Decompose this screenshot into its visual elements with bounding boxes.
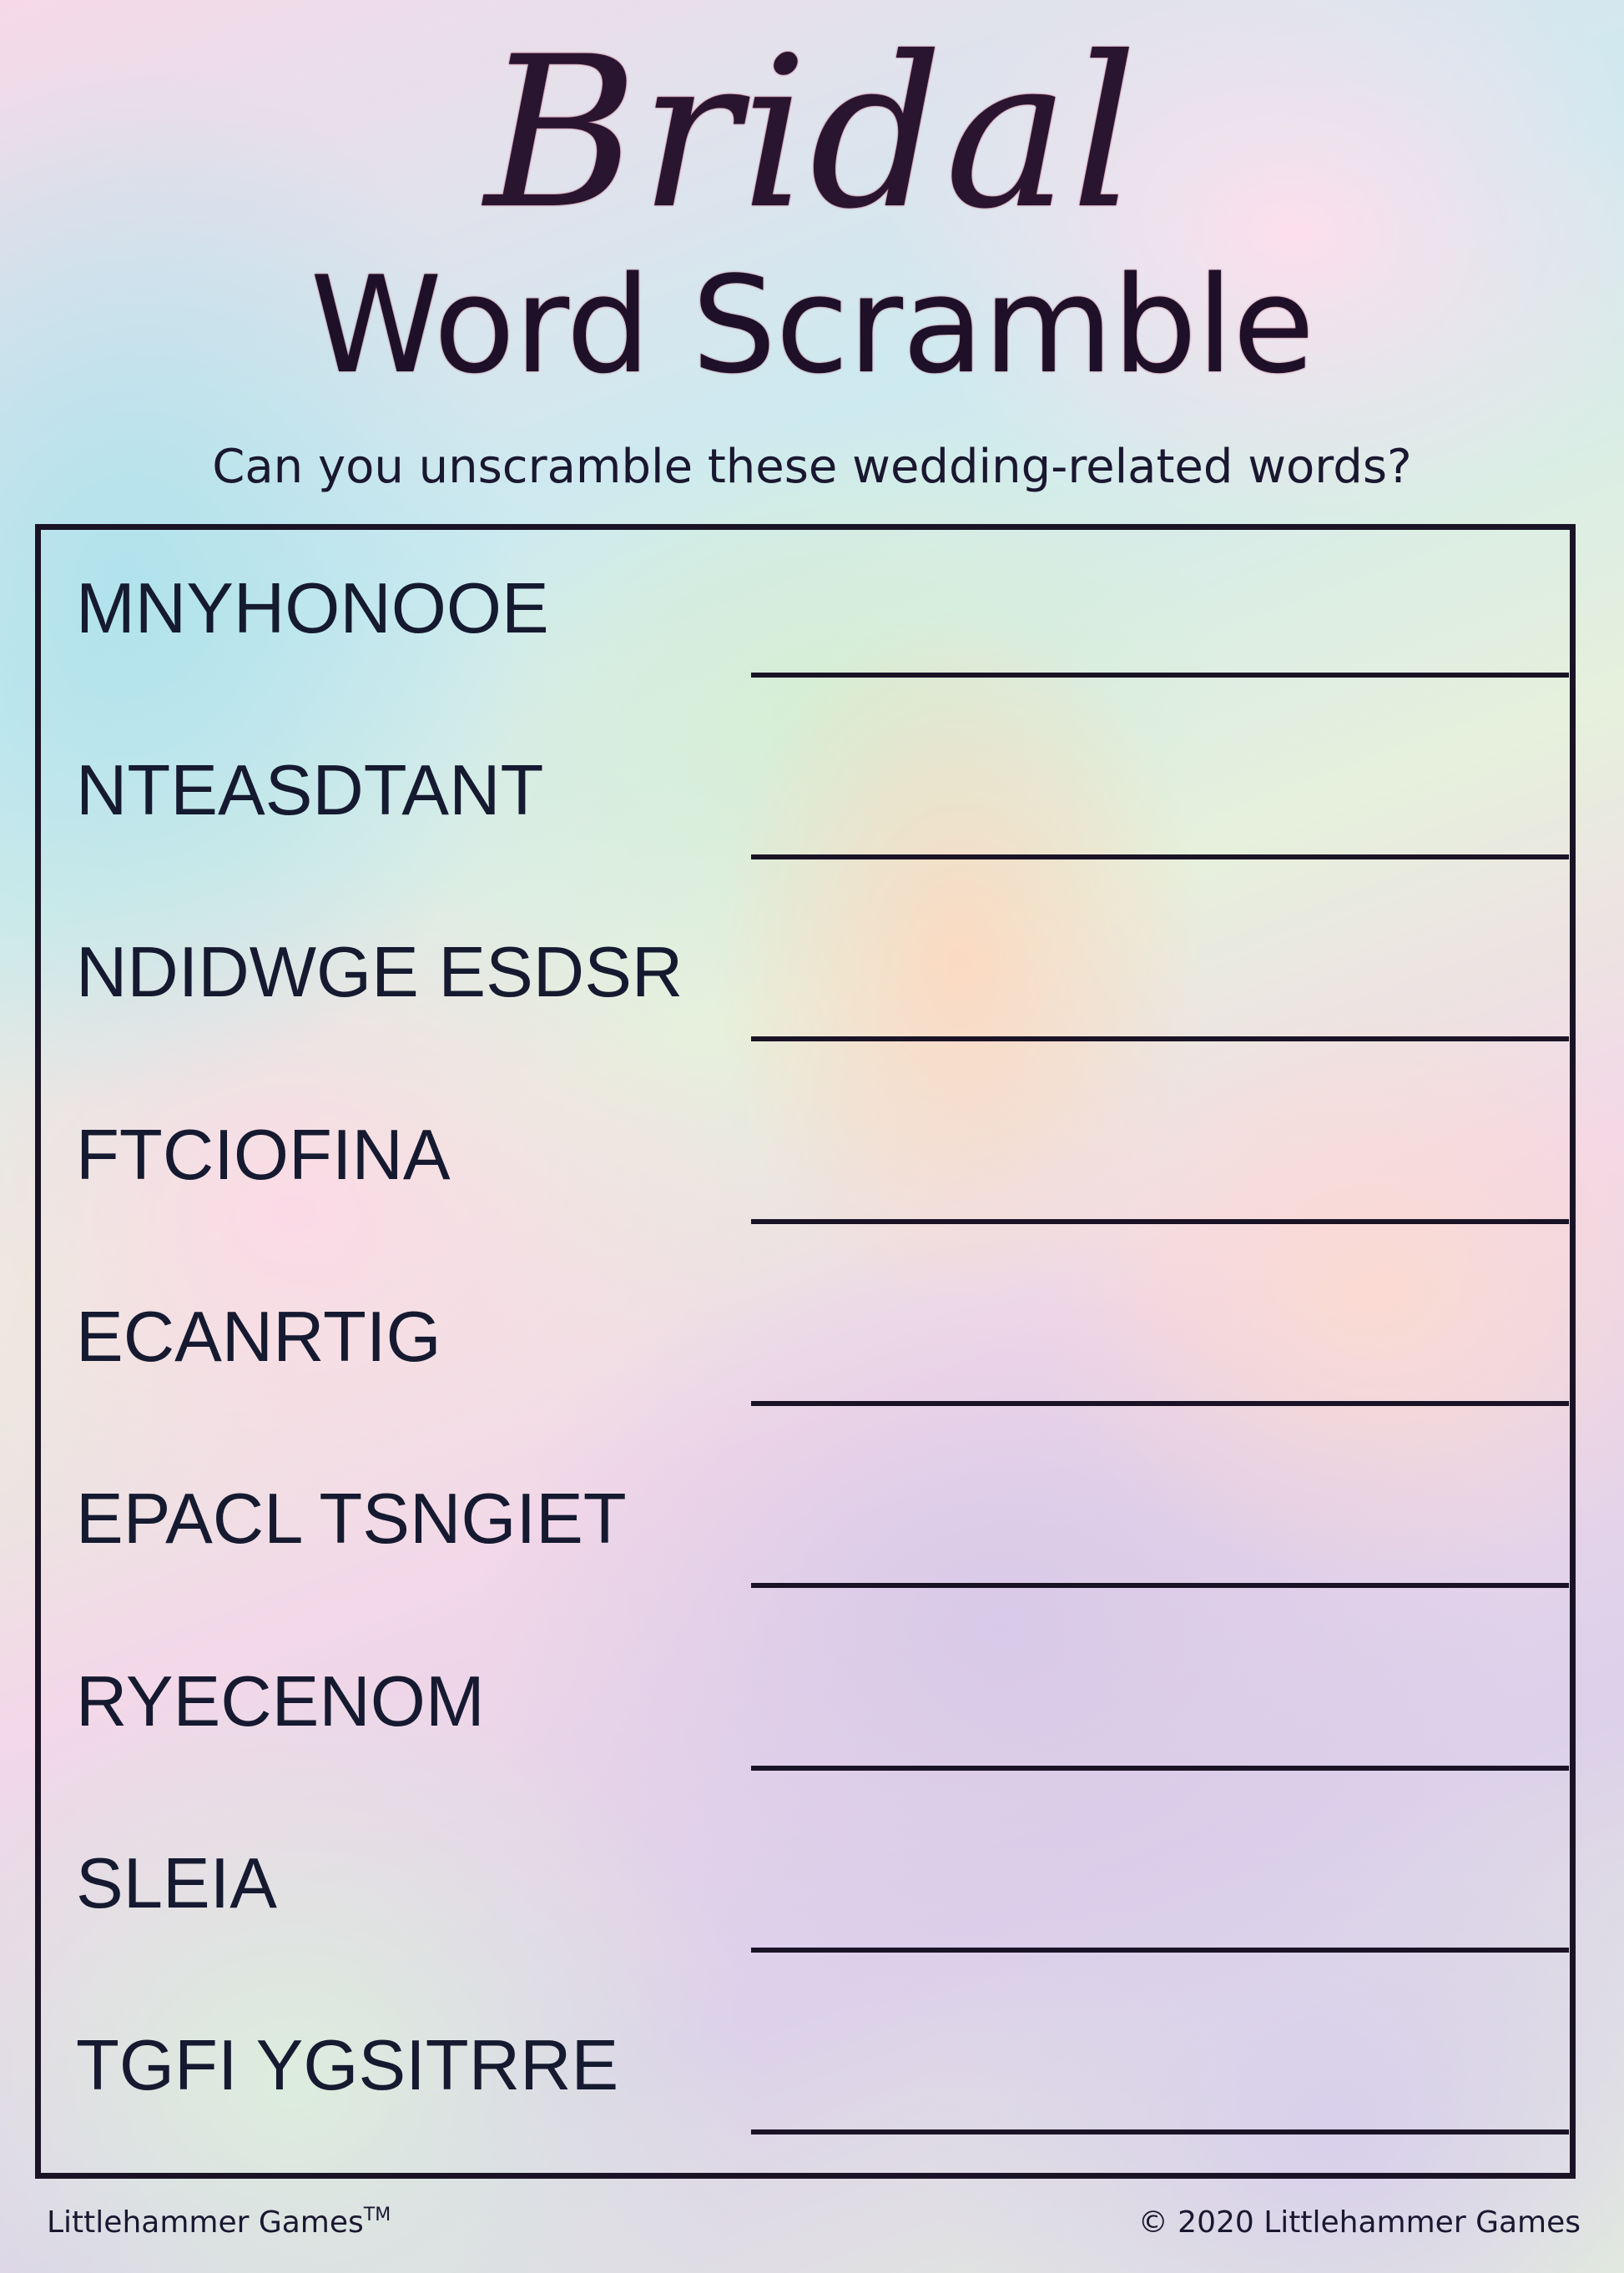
scrambled-word: SLEIA: [76, 1844, 277, 1923]
scramble-row-7: [41, 1623, 1570, 1748]
scramble-row-4: [41, 1076, 1570, 1202]
trademark-mark: TM: [363, 2205, 391, 2225]
answer-line[interactable]: [751, 854, 1569, 859]
scrambled-word: ECANRTIG: [76, 1298, 441, 1377]
answer-line[interactable]: [751, 1401, 1569, 1406]
word-scramble-box: [35, 524, 1576, 2179]
scrambled-word: NTEASDTANT: [76, 751, 544, 830]
title-script: Bridal: [484, 12, 1140, 255]
scrambled-word: MNYHONOOE: [76, 569, 549, 648]
scramble-row-6: [41, 1440, 1570, 1565]
scramble-row-8: [41, 1805, 1570, 1930]
page-title: Word Scramble: [310, 247, 1314, 403]
scrambled-word: EPACL TSNGIET: [76, 1479, 627, 1559]
footer-copyright: © 2020 Littlehammer Games: [1137, 2205, 1581, 2240]
scramble-row-5: [41, 1258, 1570, 1383]
scrambled-word: NDIDWGE ESDSR: [76, 933, 683, 1012]
scramble-row-3: [41, 894, 1570, 1019]
brand-name: Littlehammer Games: [47, 2205, 364, 2240]
scrambled-word: FTCIOFINA: [76, 1116, 451, 1195]
footer-brand: [47, 2198, 391, 2248]
answer-line[interactable]: [751, 1583, 1569, 1588]
scramble-row-1: [41, 530, 1570, 655]
instructions-subtitle: Can you unscramble these wedding-related words?: [212, 440, 1412, 494]
answer-line[interactable]: [751, 1766, 1569, 1771]
scrambled-word: TGFI YGSITRRE: [76, 2026, 619, 2105]
scramble-row-2: [41, 712, 1570, 837]
answer-line[interactable]: [751, 673, 1569, 678]
scramble-row-9: [41, 1987, 1570, 2112]
answer-line[interactable]: [751, 2129, 1569, 2134]
scrambled-word: RYECENOM: [76, 1662, 485, 1741]
answer-line[interactable]: [751, 1036, 1569, 1041]
answer-line[interactable]: [751, 1948, 1569, 1953]
answer-line[interactable]: [751, 1219, 1569, 1224]
